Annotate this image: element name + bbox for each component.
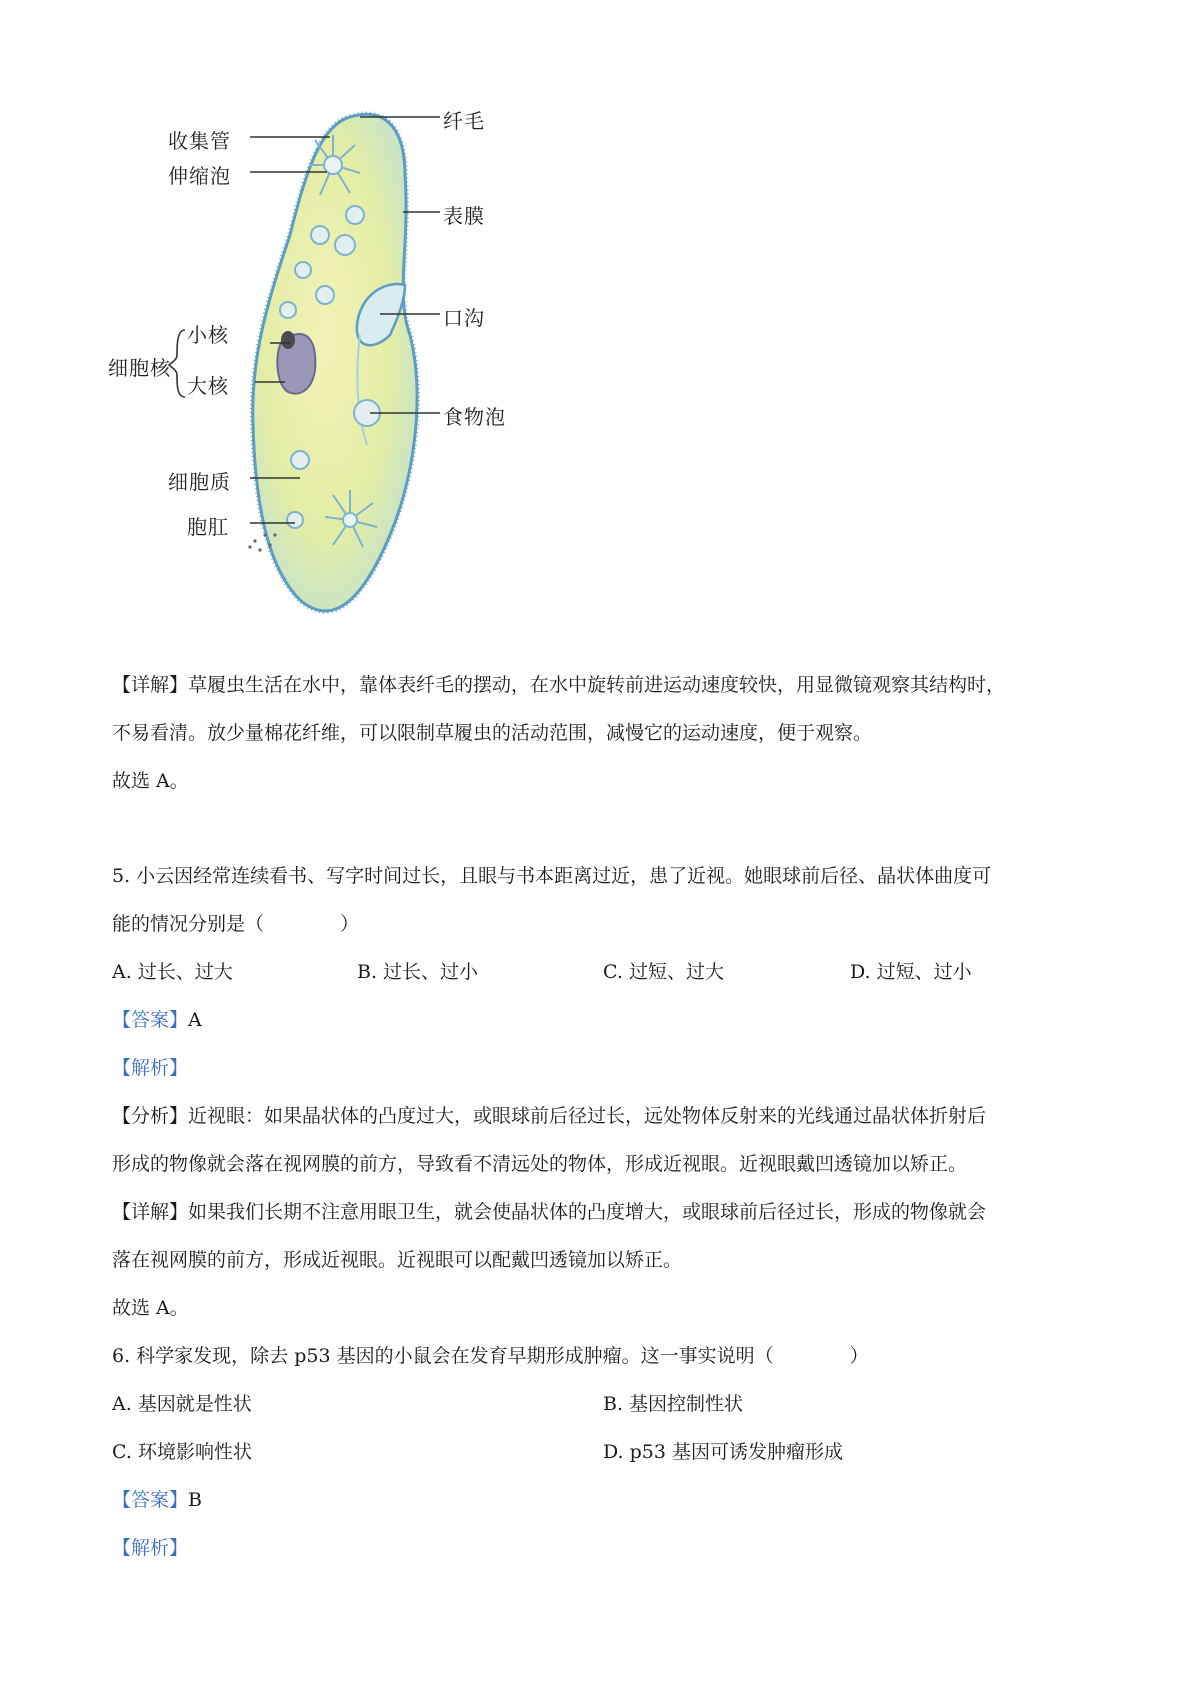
label-anal-pore: 胞肛 — [187, 515, 229, 539]
label-nucleus: 细胞核 — [108, 356, 171, 380]
q5-stem-line1: 5. 小云因经常连续看书、写字时间过长，且眼与书本距离过近，患了近视。她眼球前后径、晶状体曲度可 — [112, 865, 992, 887]
q6-answer-line — [112, 1491, 202, 1510]
q6-option-b: B. 基因控制性状 — [603, 1393, 744, 1415]
q5-detail-line2: 落在视网膜的前方，形成近视眼。近视眼可以配戴凹透镜加以矫正。 — [112, 1249, 683, 1271]
label-contractile-vacuole: 伸缩泡 — [168, 164, 231, 188]
q6-answer: B — [188, 1489, 202, 1511]
label-macronucleus: 大核 — [187, 374, 229, 398]
paramecium-diagram — [105, 95, 565, 655]
label-collecting-canal: 收集管 — [168, 129, 231, 153]
q6-stem: 6. 科学家发现，除去 p53 基因的小鼠会在发育早期形成肿瘤。这一事实说明（ ） — [112, 1345, 869, 1367]
q6-analysis-tag: 【解析】 — [112, 1537, 189, 1559]
label-cilia: 纤毛 — [443, 109, 485, 133]
q6-answer-tag: 【答案】 — [112, 1489, 189, 1511]
q4-detail-line1: 【详解】草履虫生活在水中，靠体表纤毛的摆动，在水中旋转前进运动速度较快，用显微镜观察其结构时， — [112, 674, 1006, 696]
label-micronucleus: 小核 — [187, 323, 229, 347]
q5-analysis-line2: 形成的物像就会落在视网膜的前方，导致看不清远处的物体，形成近视眼。近视眼戴凹透镜加以矫正。 — [112, 1153, 968, 1175]
label-cytoplasm: 细胞质 — [168, 470, 231, 494]
q5-option-b: B. 过长、过小 — [357, 961, 479, 983]
q5-answer-tag: 【答案】 — [112, 1009, 189, 1031]
q4-detail-line2: 不易看清。放少量棉花纤维，可以限制草履虫的活动范围，减慢它的运动速度，便于观察。 — [112, 722, 873, 744]
q4-conclusion: 故选 A。 — [112, 770, 189, 792]
nucleus-bracket — [169, 330, 185, 397]
q5-answer-line — [112, 1011, 202, 1030]
q6-option-c: C. 环境影响性状 — [112, 1441, 252, 1463]
q5-conclusion: 故选 A。 — [112, 1297, 189, 1319]
q6-option-d: D. p53 基因可诱发肿瘤形成 — [603, 1441, 844, 1463]
q5-stem-line2: 能的情况分别是（ ） — [112, 913, 360, 935]
q5-analysis-line1: 【分析】近视眼：如果晶状体的凸度过大，或眼球前后径过长，远处物体反射来的光线通过晶状体折射后 — [112, 1105, 987, 1127]
q5-option-a: A. 过长、过大 — [112, 961, 233, 983]
q5-option-d: D. 过短、过小 — [850, 961, 972, 983]
q5-answer: A — [188, 1009, 202, 1031]
label-oral-groove: 口沟 — [443, 306, 485, 330]
q5-detail-line1: 【详解】如果我们长期不注意用眼卫生，就会使晶状体的凸度增大，或眼球前后径过长，形成的物像就会 — [112, 1201, 987, 1223]
label-pellicle: 表膜 — [443, 204, 485, 228]
q5-option-c: C. 过短、过大 — [603, 961, 724, 983]
q6-option-a: A. 基因就是性状 — [112, 1393, 252, 1415]
micronucleus-shape — [281, 331, 295, 349]
label-food-vacuole: 食物泡 — [443, 405, 506, 429]
q5-analysis-tag: 【解析】 — [112, 1057, 189, 1079]
